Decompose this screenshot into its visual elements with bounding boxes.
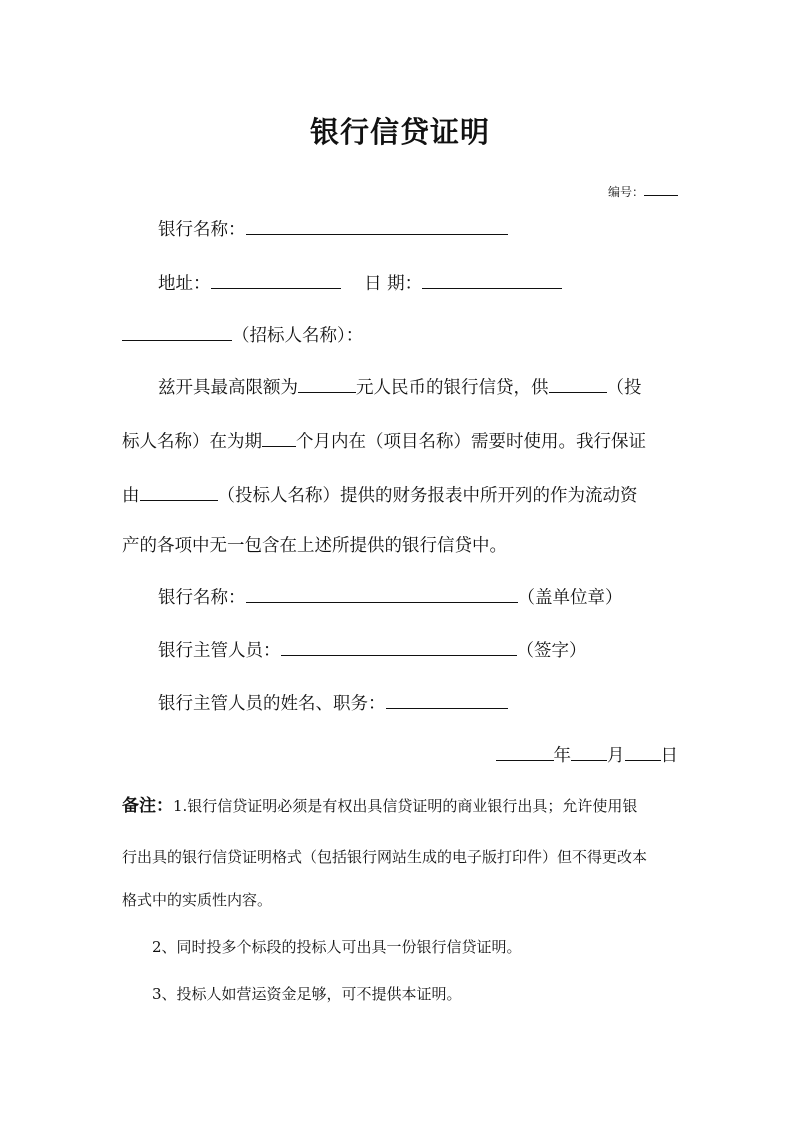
- month-blank[interactable]: [571, 742, 607, 761]
- body-text: 标人名称）在为期: [122, 432, 262, 452]
- manager-name-blank[interactable]: [386, 690, 508, 709]
- months-blank[interactable]: [262, 428, 296, 447]
- manager-label: 银行主管人员：: [158, 641, 281, 661]
- address-label: 地址：: [158, 274, 211, 294]
- body-text: 元人民币的银行信贷，供: [356, 378, 549, 398]
- date-label: 日 期：: [364, 274, 423, 294]
- serial-number-blank[interactable]: [644, 183, 678, 196]
- body-text: （投: [606, 378, 642, 398]
- note-1-line-3: 格式中的实质性内容。: [122, 891, 273, 909]
- day-blank[interactable]: [625, 742, 661, 761]
- note-1-line-2: 行出具的银行信贷证明格式（包括银行网站生成的电子版打印件）但不得更改本: [122, 848, 648, 866]
- sig-manager-line: [158, 637, 587, 663]
- bank-name-blank[interactable]: [246, 216, 508, 235]
- address-blank[interactable]: [211, 270, 341, 289]
- manager-sign-blank[interactable]: [281, 637, 517, 656]
- note-text: 1.银行信贷证明必须是有权出具信贷证明的商业银行出具；允许使用银: [173, 797, 638, 815]
- sig-bank-blank[interactable]: [246, 584, 518, 603]
- bidder-blank[interactable]: [549, 374, 607, 393]
- amount-blank[interactable]: [298, 374, 356, 393]
- tenderer-label: （招标人名称）：: [232, 326, 364, 346]
- body-line-1: [158, 374, 642, 400]
- serial-number-label: 编号：: [607, 185, 644, 199]
- serial-number-line: [608, 180, 678, 204]
- tenderer-blank[interactable]: [122, 322, 232, 341]
- body-line-4: 产的各项中无一包含在上述所提供的银行信贷中。: [122, 536, 507, 556]
- note-3: 3、投标人如营运资金足够，可不提供本证明。: [152, 985, 462, 1003]
- month-label: 月: [607, 746, 625, 766]
- notes-label: 备注：: [122, 796, 173, 816]
- note-1-line-1: [122, 794, 637, 818]
- sig-bank-line: [158, 584, 623, 610]
- year-label: 年: [553, 746, 571, 766]
- tenderer-line: [122, 322, 363, 348]
- body-text: （投标人名称）提供的财务报表中所开列的作为流动资: [217, 486, 638, 506]
- seal-note: （盖单位章）: [517, 588, 623, 608]
- date-signature-line: [496, 742, 679, 768]
- document-title: 银行信贷证明: [309, 115, 490, 149]
- day-label: 日: [660, 746, 678, 766]
- address-date-line: [158, 270, 562, 296]
- body-text: 兹开具最高限额为: [158, 378, 298, 398]
- bank-name-line: [158, 216, 508, 242]
- body-text: 个月内在（项目名称）需要时使用。我行保证: [296, 432, 646, 452]
- note-2: 2、同时投多个标段的投标人可出具一份银行信贷证明。: [152, 938, 522, 956]
- body-line-3: [122, 482, 638, 508]
- manager-name-line: [158, 690, 508, 716]
- sign-note: （签字）: [516, 641, 587, 661]
- bank-name-label: 银行名称：: [158, 220, 246, 240]
- manager-name-label: 银行主管人员的姓名、职务：: [158, 694, 386, 714]
- body-text: 由: [122, 486, 140, 506]
- year-blank[interactable]: [496, 742, 554, 761]
- body-line-2: [122, 428, 646, 454]
- sig-bank-label: 银行名称：: [158, 588, 246, 608]
- bidder-blank-2[interactable]: [140, 482, 218, 501]
- date-blank[interactable]: [422, 270, 562, 289]
